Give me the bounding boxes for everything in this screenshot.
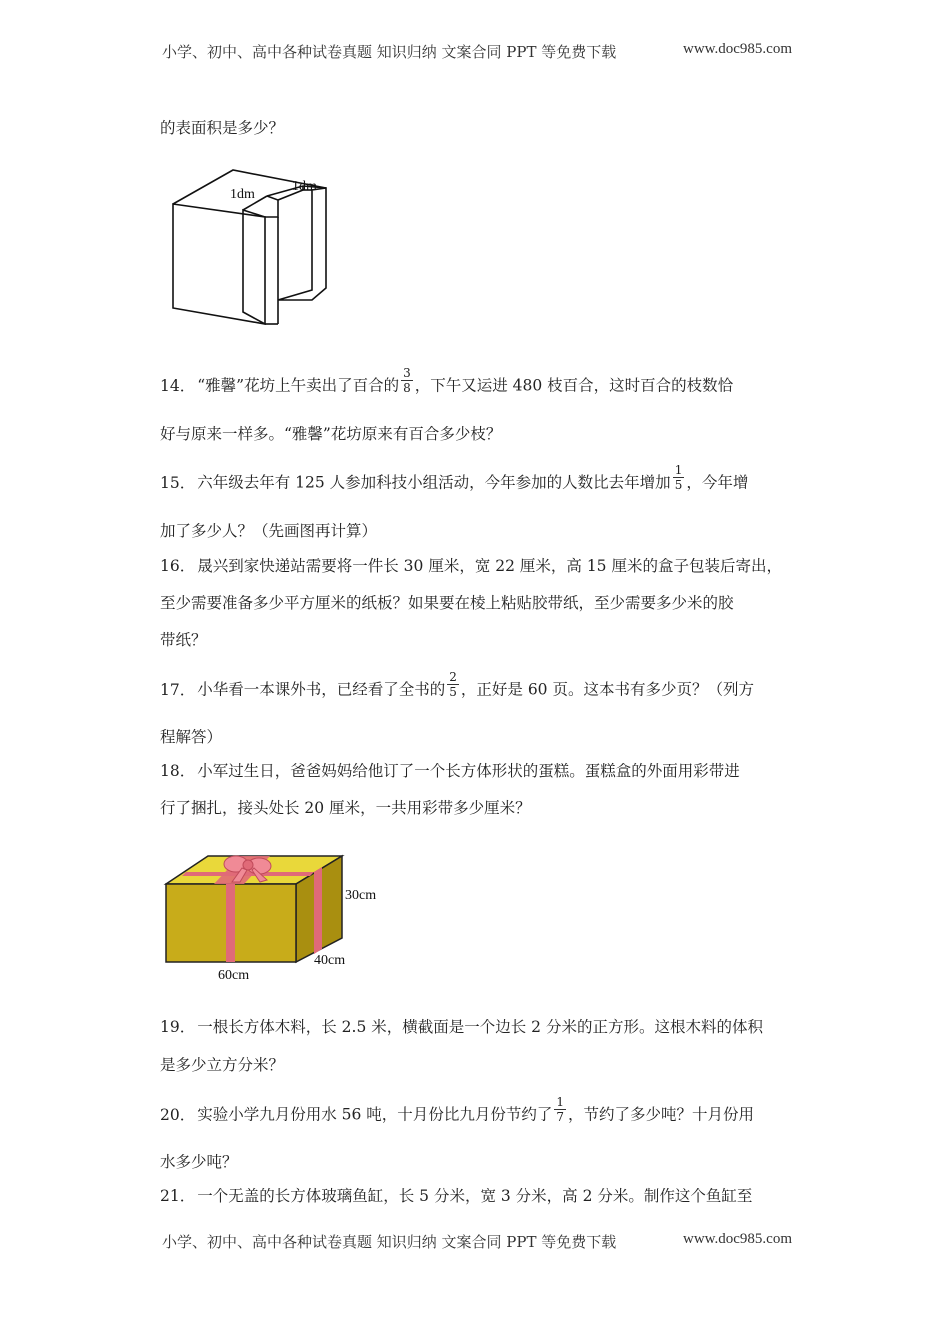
q20-text-pre: 实验小学九月份用水 56 吨，十月份比九月份节约了 bbox=[197, 1105, 553, 1124]
q16-line-3: 带纸？ bbox=[160, 631, 207, 649]
q21-number: 21． bbox=[160, 1187, 196, 1205]
q15-frac-denominator: 5 bbox=[674, 478, 683, 492]
q14-text-pre: “雅馨”花坊上午卖出了百合的 bbox=[197, 376, 400, 395]
q17-line-2: 程解答） bbox=[160, 728, 223, 746]
q16-line-1 bbox=[160, 555, 782, 577]
footer-url: www.doc985.com bbox=[682, 1231, 792, 1247]
figure-u-solid bbox=[160, 160, 340, 340]
q19-line-2: 是多少立方分米？ bbox=[160, 1056, 285, 1074]
q18-text-1: 小军过生日，爸爸妈妈给他订了一个长方体形状的蛋糕。蛋糕盒的外面用彩带进 bbox=[197, 762, 740, 780]
q17-text-post: ，正好是 60 页。这本书有多少页？（列方 bbox=[460, 680, 754, 699]
q20-line-2: 水多少吨？ bbox=[160, 1153, 238, 1171]
footer-left-text: 小学、初中、高中各种试卷真题 知识归纳 文案合同 PPT 等免费下载 bbox=[162, 1233, 617, 1251]
page-footer bbox=[162, 1231, 792, 1253]
q15-line-1 bbox=[160, 463, 749, 498]
q20-text-post: ，节约了多少吨？十月份用 bbox=[567, 1105, 754, 1124]
fig2-length-label: 60cm bbox=[218, 968, 250, 983]
q19-line-1 bbox=[160, 1016, 763, 1038]
q14-number: 14． bbox=[160, 376, 196, 395]
q21-line-1 bbox=[160, 1185, 752, 1207]
q20-line-1 bbox=[160, 1095, 754, 1130]
header-url: www.doc985.com bbox=[682, 41, 792, 57]
q18-line-2: 行了捆扎，接头处长 20 厘米，一共用彩带多少厘米？ bbox=[160, 799, 531, 817]
fig2-height-label: 30cm bbox=[345, 888, 377, 903]
figure-cake-box bbox=[160, 842, 400, 987]
q17-frac-numerator: 2 bbox=[449, 670, 457, 684]
fig2-width-label: 40cm bbox=[314, 953, 346, 968]
q20-fraction bbox=[554, 1095, 566, 1124]
q16-number: 16． bbox=[160, 557, 196, 575]
q14-frac-denominator: 8 bbox=[403, 381, 411, 395]
q20-frac-numerator: 1 bbox=[556, 1095, 564, 1109]
q17-number: 17． bbox=[160, 680, 196, 699]
fig1-label-b: 1dm bbox=[292, 179, 317, 194]
q15-line-2: 加了多少人？（先画图再计算） bbox=[160, 522, 378, 540]
q16-text-1: 晟兴到家快递站需要将一件长 30 厘米，宽 22 厘米，高 15 厘米的盒子包装后寄出， bbox=[197, 557, 782, 575]
header-left-text: 小学、初中、高中各种试卷真题 知识归纳 文案合同 PPT 等免费下载 bbox=[162, 43, 617, 61]
q15-text-post: ，今年增 bbox=[686, 473, 749, 492]
q15-text-pre: 六年级去年有 125 人参加科技小组活动，今年参加的人数比去年增加 bbox=[197, 473, 671, 492]
q14-text-post: ，下午又运进 480 枝百合，这时百合的枝数恰 bbox=[414, 376, 734, 395]
q20-number: 20． bbox=[160, 1105, 196, 1124]
q18-line-1 bbox=[160, 760, 740, 782]
q20-frac-denominator: 7 bbox=[556, 1110, 564, 1124]
q14-line-2: 好与原来一样多。“雅馨”花坊原来有百合多少枝？ bbox=[160, 425, 502, 443]
q16-line-2: 至少需要准备多少平方厘米的纸板？如果要在棱上粘贴胶带纸，至少需要多少米的胶 bbox=[160, 594, 734, 612]
q15-number: 15． bbox=[160, 473, 196, 492]
q19-number: 19． bbox=[160, 1018, 196, 1036]
q14-fraction bbox=[401, 366, 413, 395]
fig1-label-a: 1dm bbox=[230, 187, 255, 202]
page-header bbox=[162, 41, 792, 63]
q14-frac-numerator: 3 bbox=[403, 366, 411, 380]
q15-fraction bbox=[673, 463, 685, 492]
q14-line-1 bbox=[160, 366, 734, 401]
q17-fraction bbox=[447, 670, 459, 699]
q17-text-pre: 小华看一本课外书，已经看了全书的 bbox=[197, 680, 446, 699]
q18-number: 18． bbox=[160, 762, 196, 780]
q17-line-1 bbox=[160, 670, 754, 705]
q21-text-1: 一个无盖的长方体玻璃鱼缸，长 5 分米，宽 3 分米，高 2 分米。制作这个鱼缸至 bbox=[197, 1187, 753, 1205]
q13-tail: 的表面积是多少？ bbox=[160, 119, 285, 137]
q17-frac-denominator: 5 bbox=[449, 685, 457, 699]
q15-frac-numerator: 1 bbox=[674, 463, 683, 477]
q19-text-1: 一根长方体木料，长 2.5 米，横截面是一个边长 2 分米的正方形。这根木料的体积 bbox=[197, 1018, 763, 1036]
